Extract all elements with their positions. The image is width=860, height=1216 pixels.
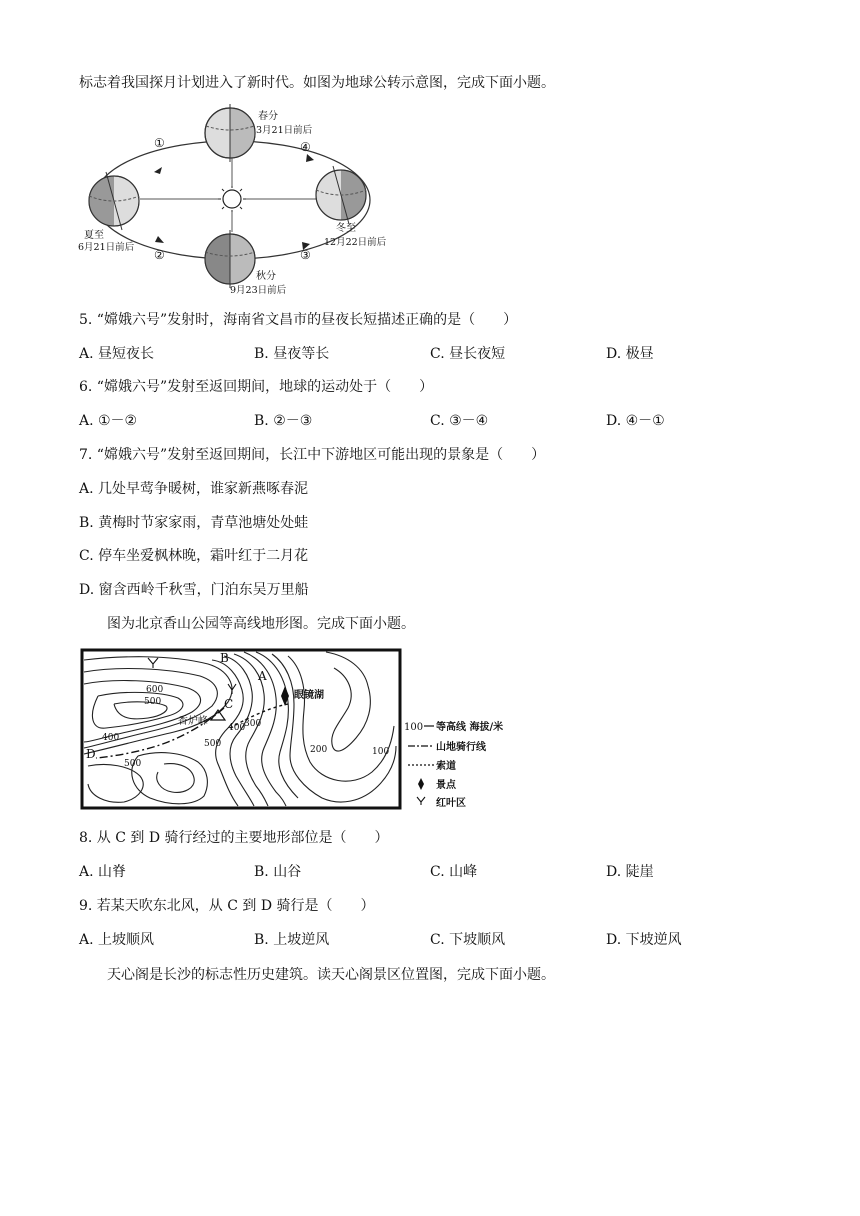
question-8-stem: 8. 从 C 到 D 骑行经过的主要地形部位是（ ） bbox=[79, 830, 389, 846]
map-point-b: B bbox=[220, 651, 229, 665]
legend-red-leaf-label: 红叶区 bbox=[436, 798, 466, 809]
label-spring-date: 3月21日前后 bbox=[256, 125, 313, 136]
question-5-stem: 5. “嫦娥六号”发射时，海南省文昌市的昼夜长短描述正确的是（ ） bbox=[79, 312, 518, 328]
map-point-a: A bbox=[258, 669, 267, 683]
contour-map bbox=[78, 646, 538, 812]
earth-spring-icon bbox=[205, 104, 255, 162]
question-8-option-a: A. 山脊 bbox=[79, 864, 127, 880]
question-7-option-d: D. 窗含西岭千秋雪，门泊东吴万里船 bbox=[79, 582, 309, 598]
map-legend bbox=[404, 720, 503, 809]
contour-label-600: 600 bbox=[146, 685, 164, 695]
question-7-option-c: C. 停车坐爱枫林晚，霜叶红于二月花 bbox=[79, 548, 309, 564]
last-intro: 天心阁是长沙的标志性历史建筑。读天心阁景区位置图，完成下面小题。 bbox=[107, 967, 555, 983]
earth-orbit-diagram bbox=[78, 100, 398, 300]
contour-label-100: 100 bbox=[372, 747, 390, 757]
label-winter: 冬至 bbox=[336, 223, 356, 234]
earth-summer-icon bbox=[89, 172, 139, 230]
legend-contour-label: 等高线 海拔/米 bbox=[436, 722, 504, 733]
label-autumn-date: 9月23日前后 bbox=[230, 285, 287, 296]
question-9-option-a: A. 上坡顺风 bbox=[79, 932, 155, 948]
question-6-option-d: D. ④－① bbox=[606, 413, 665, 429]
label-autumn: 秋分 bbox=[256, 271, 276, 282]
orbit-marker-2: ② bbox=[154, 248, 165, 262]
map-lake-label: 眼镜湖 bbox=[294, 690, 324, 701]
label-summer: 夏至 bbox=[84, 230, 104, 241]
map-point-c: C bbox=[224, 697, 234, 711]
orbit-marker-4: ④ bbox=[300, 140, 311, 154]
question-5-option-d: D. 极昼 bbox=[606, 346, 654, 362]
legend-spot-label: 景点 bbox=[436, 780, 456, 791]
contour-label-500-c: 500 bbox=[124, 759, 142, 769]
earth-winter-icon bbox=[316, 166, 366, 224]
question-6-option-a: A. ①－② bbox=[79, 413, 138, 429]
intro-line: 标志着我国探月计划进入了新时代。如图为地球公转示意图，完成下面小题。 bbox=[79, 75, 555, 91]
contour-label-200: 200 bbox=[310, 745, 328, 755]
contour-label-500-a: 500 bbox=[144, 697, 162, 707]
question-9-option-b: B. 上坡逆风 bbox=[254, 932, 330, 948]
question-5-option-c: C. 昼长夜短 bbox=[430, 346, 506, 362]
question-6-option-b: B. ②－③ bbox=[254, 413, 313, 429]
legend-cableway-label: 索道 bbox=[436, 761, 456, 772]
question-9-stem: 9. 若某天吹东北风，从 C 到 D 骑行是（ ） bbox=[79, 898, 375, 914]
label-spring: 春分 bbox=[258, 111, 278, 122]
question-9-option-d: D. 下坡逆风 bbox=[606, 932, 682, 948]
map-point-d: D bbox=[86, 747, 96, 761]
legend-route-label: 山地骑行线 bbox=[436, 742, 486, 753]
map-intro: 图为北京香山公园等高线地形图。完成下面小题。 bbox=[107, 616, 415, 632]
label-summer-date: 6月21日前后 bbox=[78, 242, 135, 253]
question-7-option-b: B. 黄梅时节家家雨，青草池塘处处蛙 bbox=[79, 515, 309, 531]
sun-icon bbox=[218, 185, 246, 213]
orbit-marker-1: ① bbox=[154, 136, 165, 150]
question-6-option-c: C. ③－④ bbox=[430, 413, 489, 429]
question-5-option-a: A. 昼短夜长 bbox=[79, 346, 155, 362]
map-peak-label: 香炉峰 bbox=[178, 716, 208, 727]
question-7-stem: 7. “嫦娥六号”发射至返回期间，长江中下游地区可能出现的景象是（ ） bbox=[79, 447, 546, 463]
contour-label-400-b: 400 bbox=[228, 723, 246, 733]
question-7-option-a: A. 几处早莺争暖树，谁家新燕啄春泥 bbox=[79, 481, 309, 497]
contour-label-500-b: 500 bbox=[204, 739, 222, 749]
question-5-option-b: B. 昼夜等长 bbox=[254, 346, 330, 362]
orbit-marker-3: ③ bbox=[300, 248, 311, 262]
contour-label-400-a: 400 bbox=[102, 733, 120, 743]
question-8-option-d: D. 陡崖 bbox=[606, 864, 654, 880]
question-8-option-c: C. 山峰 bbox=[430, 864, 478, 880]
question-6-stem: 6. “嫦娥六号”发射至返回期间，地球的运动处于（ ） bbox=[79, 379, 434, 395]
question-9-option-c: C. 下坡顺风 bbox=[430, 932, 506, 948]
contour-label-300: 300 bbox=[244, 719, 262, 729]
earth-autumn-icon bbox=[205, 230, 255, 288]
legend-contour-value: 100 bbox=[404, 722, 424, 733]
question-8-option-b: B. 山谷 bbox=[254, 864, 302, 880]
label-winter-date: 12月22日前后 bbox=[324, 237, 387, 248]
